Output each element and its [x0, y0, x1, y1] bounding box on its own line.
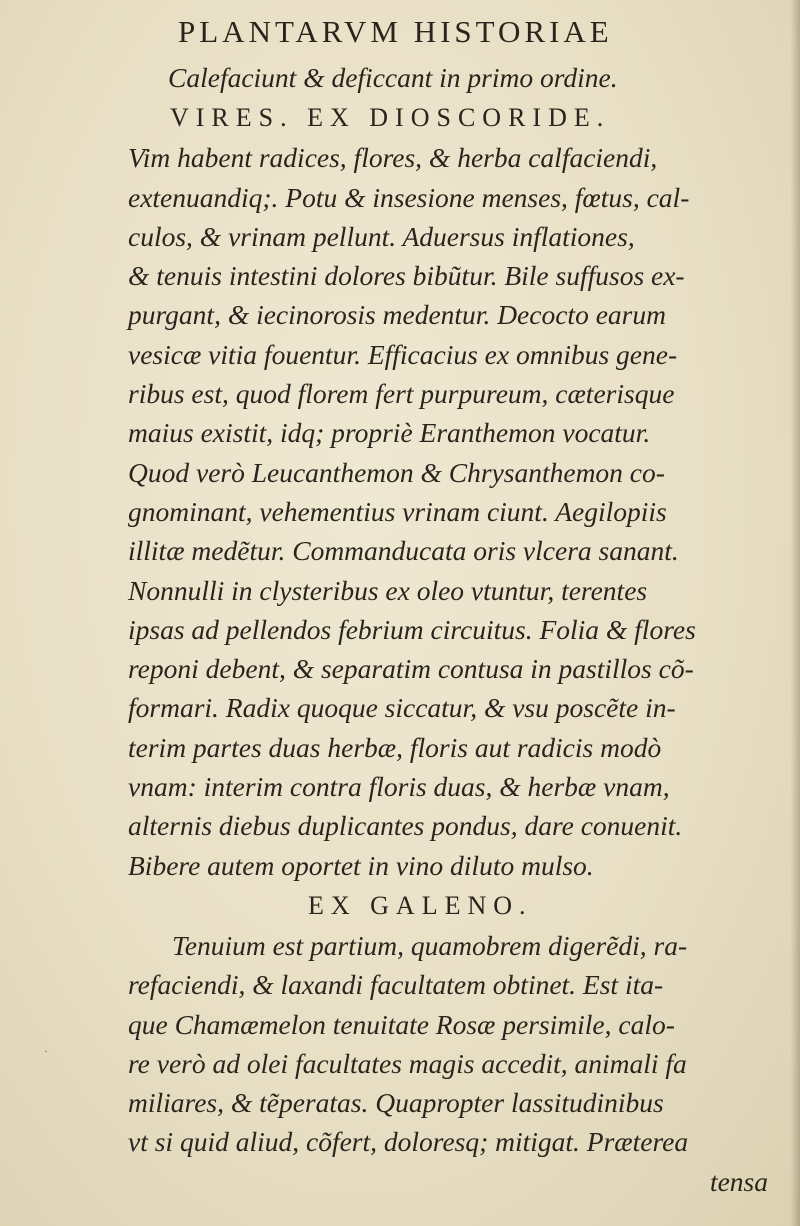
text-line: formari. Radix quoque siccatur, & vsu poscẽte in- [128, 692, 676, 724]
text-line: reponi debent, & separatim contusa in pastillos cõ- [128, 653, 694, 685]
text-line: ribus est, quod florem fert purpureum, cæterisque [128, 378, 675, 410]
text-line: que Chamæmelon tenuitate Rosæ persimile, calo- [128, 1008, 675, 1040]
running-head: PLANTARVM HISTORIAE [178, 14, 613, 49]
text-line: terim partes duas herbæ, floris aut radicis modò [128, 731, 662, 763]
text-line: & tenuis intestini dolores bibũtur. Bile suffusos ex- [128, 260, 685, 292]
text-line: re verò ad olei facultates magis accedit, animali fa [128, 1047, 687, 1079]
text-line: miliares, & tẽperatas. Quapropter lassitudinibus [128, 1087, 664, 1119]
catchword: tensa [709, 1165, 768, 1197]
text-line: gnominant, vehementius vrinam ciunt. Aegilopiis [128, 495, 667, 527]
text-line: illitæ medẽtur. Commanducata oris vlcera sanant. [128, 535, 679, 567]
text-line: refaciendi, & laxandi facultatem obtinet. Est ita- [128, 969, 664, 1001]
text-line: Quod verò Leucanthemon & Chrysanthemon co- [128, 456, 665, 488]
margin-mark: ˋ [44, 1048, 48, 1062]
text-line: vnam: interim contra floris duas, & herbæ vnam, [128, 771, 670, 803]
text-line: Vim habent radices, flores, & herba calfaciendi, [128, 142, 658, 174]
text-line: alternis diebus duplicantes pondus, dare conuenit. [128, 810, 683, 842]
text-line: culos, & vrinam pellunt. Aduersus inflationes, [128, 220, 635, 252]
text-line: purgant, & iecinorosis medentur. Decocto earum [128, 299, 666, 331]
section-heading: EX GALENO. [308, 890, 533, 920]
text-line: extenuandiq;. Potu & insesione menses, fœtus, cal- [128, 181, 690, 213]
text-line: ipsas ad pellendos febrium circuitus. Folia & flores [128, 613, 696, 645]
text-line: vesicæ vitia fouentur. Efficacius ex omnibus gene- [128, 338, 678, 370]
text-line: Bibere autem oportet in vino diluto mulso. [128, 849, 594, 881]
text-line: vt si quid aliud, cõfert, doloresq; mitigat. Præterea [128, 1126, 689, 1158]
section-heading: VIRES. EX DIOSCORIDE. [170, 103, 611, 133]
text-line: Nonnulli in clysteribus ex oleo vtuntur, terentes [128, 574, 648, 606]
text-block [128, 58, 768, 1201]
text-line: Calefaciunt & deficcant in primo ordine. [168, 62, 618, 93]
text-line: Tenuium est partium, quamobrem digerẽdi, ra- [172, 929, 688, 961]
text-line: maius existit, idq; propriè Eranthemon vocatur. [128, 417, 651, 449]
